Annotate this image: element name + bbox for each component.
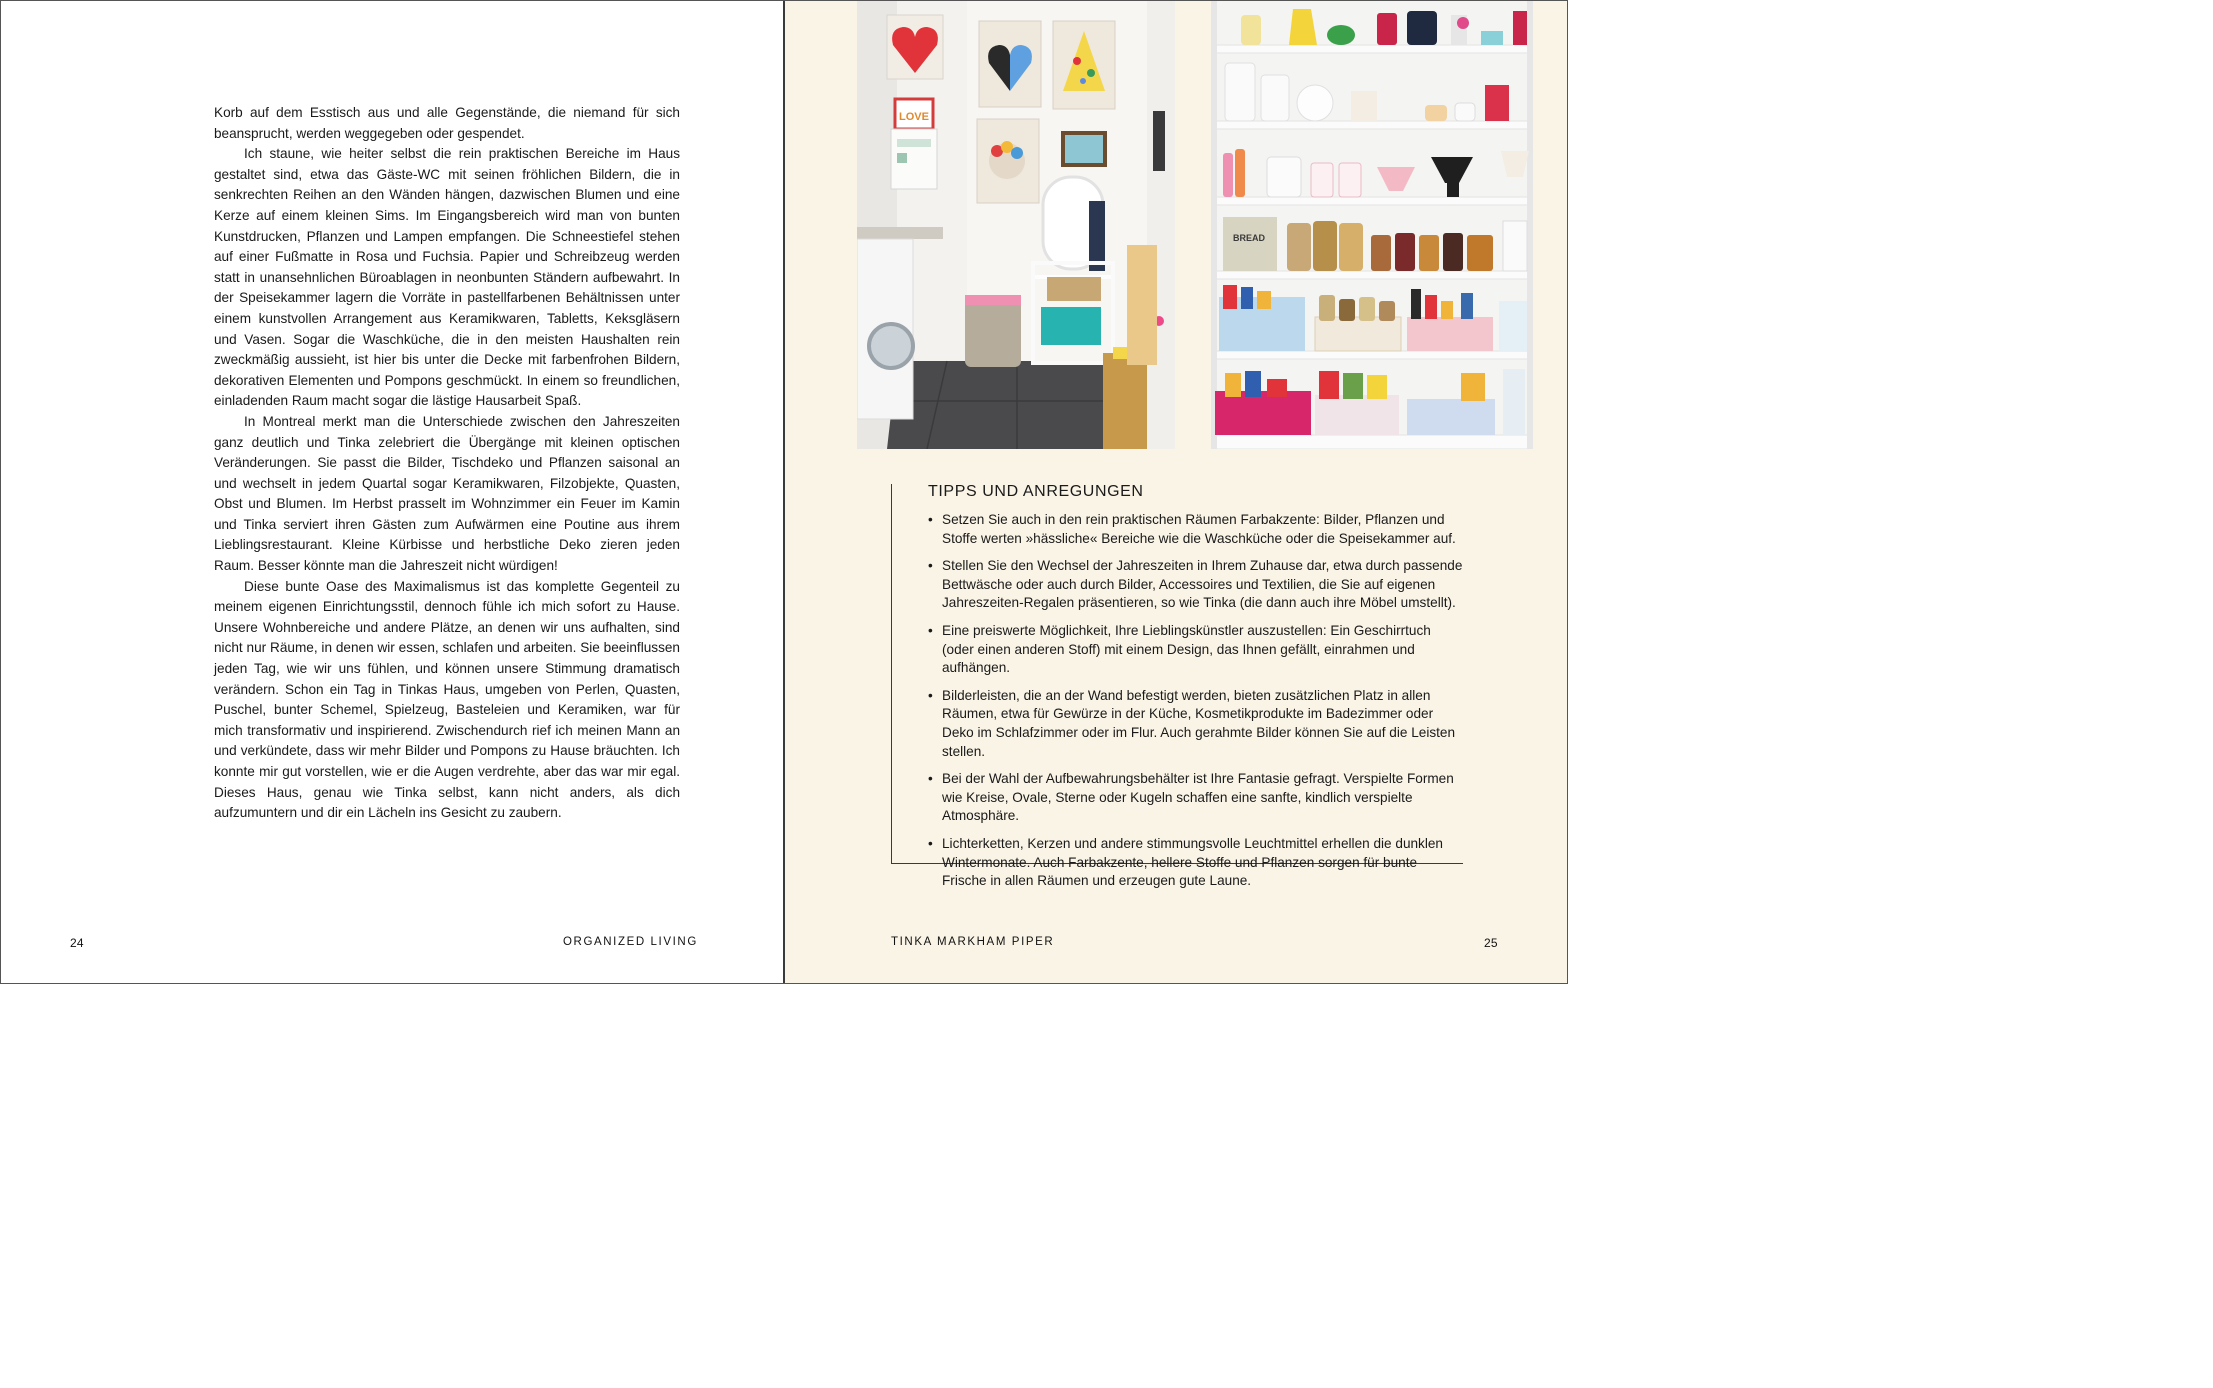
running-head-right: TINKA MARKHAM PIPER <box>891 936 1055 948</box>
bullet-icon: • <box>928 771 933 787</box>
tip-text: Eine preiswerte Möglichkeit, Ihre Lieblingskünstler auszustellen: Ein Geschirrtuch (oder einen anderen Stoff) mit einem Design, das Ihnen gefällt, einrahmen und aufhängen. <box>942 622 1431 676</box>
tips-box <box>891 483 1463 889</box>
tips-list <box>928 511 1464 900</box>
bread-tin-label: BREAD <box>1232 233 1266 243</box>
bullet-icon: • <box>928 558 933 574</box>
bullet-icon: • <box>928 622 933 638</box>
paragraph: Ich staune, wie heiter selbst die rein praktischen Bereiche im Haus gestaltet sind, etwa das Gäste-WC mit seinen fröhlichen Bildern, die in senkrechten Reihen an den Wänden hängen, dazwischen Blumen und eine Kerze auf einem kleinen Sims. Im Eingangsbereich wird man von bunten Kunstdrucken, Pflanzen und Lampen empfangen. Die Schneestiefel stehen auf einer Fußmatte in Rosa und Fuchsia. Papier und Schreibzeug werden statt in unansehnlichen Büroablagen in neonbunten Ständern aufbewahrt. In der Speisekammer lagern die Vorräte in pastellfarbenen Behältnissen unter einem kunstvollen Arrangement aus Keramikwaren, Tabletts, Keksgläsern und Vasen. Sogar die Waschküche, die in den meisten Haushalten rein zweckmäßig aussieht, ist hier bis unter die Decke mit farbenfrohen Bildern, dekorativen Elementen und Pompons geschmückt. In einem so freundlichen, einladenden Raum macht sogar die lästige Hausarbeit Spaß. <box>214 146 680 409</box>
bullet-icon: • <box>928 512 933 527</box>
page-number-right: 25 <box>1484 936 1498 950</box>
bullet-icon: • <box>928 835 933 851</box>
tip-text: Bilderleisten, die an der Wand befestigt werden, bieten zusätzlichen Platz in allen Räumen, etwa für Gewürze in der Küche, Kosmetikprodukte im Badezimmer oder Deko im Schlafzimmer oder im Flur. Auch gerahmte Bilder können Sie auf die Leisten stellen. <box>942 687 1456 759</box>
left-page <box>1 1 784 983</box>
tip-item <box>928 687 1464 761</box>
page-number-left: 24 <box>70 936 84 950</box>
love-sign-text: LOVE <box>899 111 929 123</box>
pantry-photo <box>1211 1 1533 449</box>
tip-text: Stellen Sie den Wechsel der Jahreszeiten in Ihrem Zuhause dar, etwa durch passende Bettwäsche oder auch durch Bilder, Accessoires und Textilien, die Sie auf eigenen Jahreszeiten-Regalen präsentieren, so wie Tinka (die dann auch ihre Möbel umstellt). <box>942 558 1463 611</box>
running-head-left: ORGANIZED LIVING <box>563 936 698 948</box>
tip-item <box>928 770 1464 826</box>
tip-text: Lichterketten, Kerzen und andere stimmungsvolle Leuchtmittel erhellen die dunklen Wintermonate. Auch Farbakzente, hellere Stoffe und Pflanzen sorgen für bunte Frische in allen Räumen und erzeugen gute Laune. <box>942 835 1443 889</box>
paragraph: In Montreal merkt man die Unterschiede zwischen den Jahreszeiten ganz deutlich und Tinka zelebriert die Übergänge mit kleinen optischen Veränderungen. Sie passt die Bilder, Tischdeko und Pflanzen saisonal an und wechselt in jedem Quartal sogar Keramikwaren, Filzobjekte, Quasten, Obst und Blumen. Im Herbst prasselt im Wohnzimmer ein Feuer im Kamin und Tinka serviert ihren Gästen zum Aufwärmen eine Poutine aus ihrem Lieblingsrestaurant. Kleine Kürbisse und herbstliche Deko zieren jeden Raum. Besser könnte man die Jahreszeit nicht würdigen! <box>214 413 680 574</box>
tip-item <box>928 622 1464 678</box>
tip-item <box>928 835 1464 891</box>
laundry-room-photo <box>857 1 1175 449</box>
tips-title: TIPPS UND ANREGUNGEN <box>928 483 1144 500</box>
tip-text: Bei der Wahl der Aufbewahrungsbehälter ist Ihre Fantasie gefragt. Verspielte Formen wie Kreise, Ovale, Sterne oder Kugeln schaffen eine sanfte, kindlich verspielte Atmosphäre. <box>942 771 1454 824</box>
tip-item <box>928 557 1464 613</box>
tip-item <box>928 511 1464 548</box>
body-text <box>214 103 680 824</box>
tip-text: Setzen Sie auch in den rein praktischen Räumen Farbakzente: Bilder, Pflanzen und Stoffe werten »hässliche« Bereiche wie die Waschküche oder die Speisekammer auf. <box>942 512 1456 546</box>
paragraph: Korb auf dem Esstisch aus und alle Gegenstände, die niemand für sich beansprucht, werden weggegeben oder gespendet. <box>214 105 680 141</box>
bullet-icon: • <box>928 687 933 703</box>
paragraph: Diese bunte Oase des Maximalismus ist das komplette Gegenteil zu meinem eigenen Einrichtungsstil, dennoch fühle ich mich sofort zu Hause. Unsere Wohnbereiche und andere Plätze, an denen wir uns aufhalten, sind nicht nur Räume, in denen wir essen, schlafen und arbeiten. Sie beeinflussen jeden Tag, wie wir uns fühlen, und können unsere Stimmung dramatisch verändern. Schon ein Tag in Tinkas Haus, umgeben von Perlen, Quasten, Puschel, bunter Schemel, Spielzeug, Basteleien und Keramiken, war für mich transformativ und inspirierend. Zwischendurch rief ich meinen Mann an und verkündete, dass wir mehr Bilder und Pompons zu Hause bräuchten. Ich konnte mir gut vorstellen, wie er die Augen verdrehte, aber das war mir egal. Dieses Haus, genau wie Tinka selbst, kann nicht anders, als dich aufzumuntern und dir ein Lächeln ins Gesicht zu zaubern. <box>214 578 680 821</box>
